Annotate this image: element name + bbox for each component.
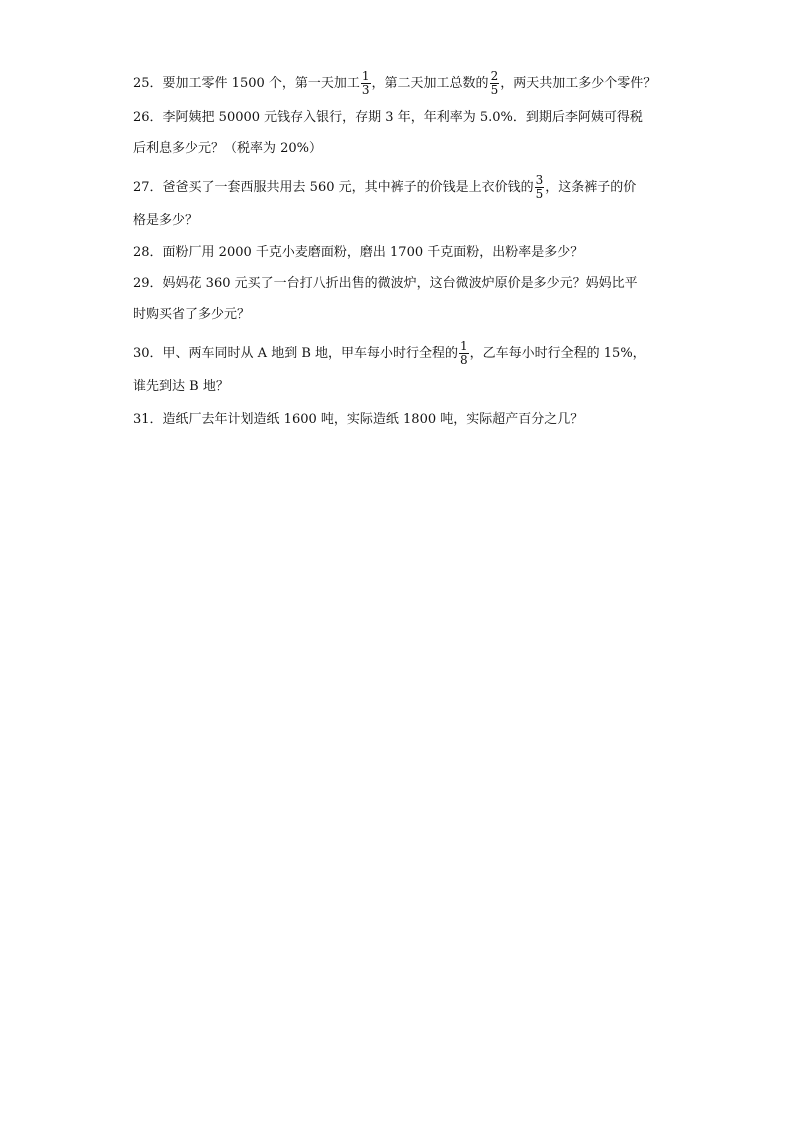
problem-25 bbox=[133, 70, 673, 97]
problem-30-text-a: 30．甲、两车同时从 A 地到 B 地，甲车每小时行全程的 bbox=[133, 346, 459, 361]
fraction-one-third: $\frac{1}{3}$ bbox=[361, 69, 370, 97]
problem-25-text-b: ，第二天加工总数的 bbox=[371, 76, 489, 91]
problem-25-text-c: ，两天共加工多少个零件？ bbox=[500, 76, 657, 91]
problem-27-text-a: 27．爸爸买了一套西服共用去 560 元，其中裤子的价钱是上衣价钱的 bbox=[133, 180, 534, 195]
problem-30-text-b: ，乙车每小时行全程的 15%， bbox=[469, 346, 646, 361]
problem-25-text-a: 25．要加工零件 1500 个，第一天加工 bbox=[133, 76, 360, 91]
problem-29-line-1: 29．妈妈花 360 元买了一台打八折出售的微波炉，这台微波炉原价是多少元？妈妈比平 bbox=[133, 276, 638, 291]
problem-31: 31．造纸厂去年计划造纸 1600 吨，实际造纸 1800 吨，实际超产百分之几？ bbox=[133, 412, 584, 427]
problem-30-line-1 bbox=[133, 340, 673, 367]
fraction-three-fifths: $\frac{3}{5}$ bbox=[535, 173, 544, 201]
fraction-one-eighth: $\frac{1}{8}$ bbox=[460, 339, 468, 367]
problem-27-line-1 bbox=[133, 174, 673, 201]
problem-27-text-b: ，这条裤子的价 bbox=[545, 180, 637, 195]
problem-26-line-1: 26．李阿姨把 50000 元钱存入银行，存期 3 年，年利率为 5.0%．到期后李阿姨可得税 bbox=[133, 110, 643, 125]
problem-27-line-2: 格是多少？ bbox=[133, 213, 199, 228]
problem-26-line-2: 后利息多少元？（税率为 20%） bbox=[133, 141, 323, 156]
problem-28: 28．面粉厂用 2000 千克小麦磨面粉，磨出 1700 千克面粉，出粉率是多少？ bbox=[133, 245, 584, 260]
fraction-two-fifths: $\frac{2}{5}$ bbox=[490, 69, 499, 97]
problem-30-line-2: 谁先到达 B 地？ bbox=[133, 379, 229, 394]
problem-29-line-2: 时购买省了多少元？ bbox=[133, 307, 251, 322]
